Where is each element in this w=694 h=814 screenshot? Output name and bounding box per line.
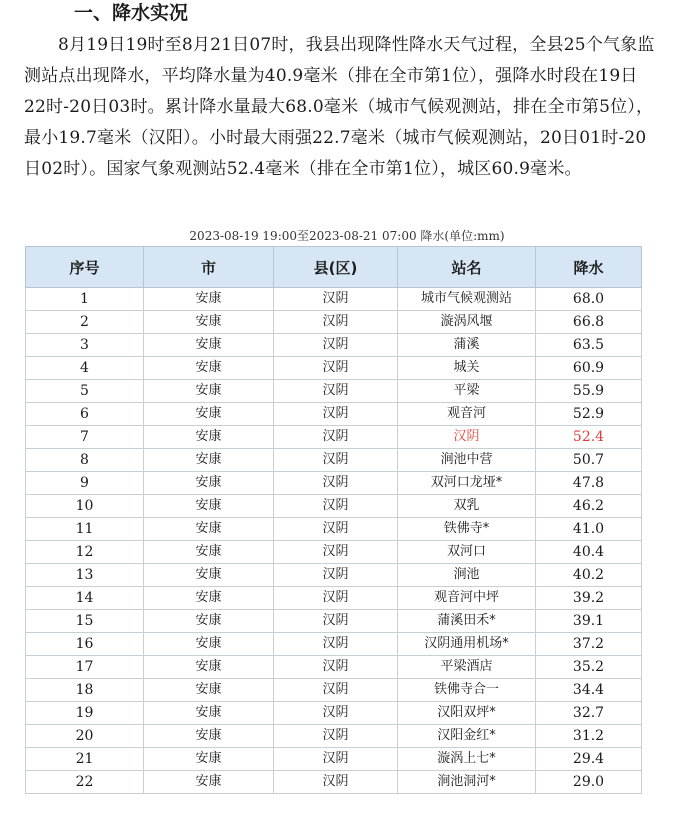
county-cell: 汉阴 [274,656,398,679]
table-row [26,725,642,748]
county-cell: 汉阴 [274,748,398,771]
row-number: 4 [26,357,144,380]
city-cell: 安康 [144,334,274,357]
county-cell: 汉阴 [274,518,398,541]
row-number: 18 [26,679,144,702]
row-number: 17 [26,656,144,679]
table-row [26,518,642,541]
station-name-cell: 蒲溪田禾* [398,610,536,633]
row-number: 2 [26,311,144,334]
station-name-cell: 平梁酒店 [398,656,536,679]
precip-value-cell: 52.4 [536,426,642,449]
station-name-cell: 涧池 [398,564,536,587]
city-cell: 安康 [144,656,274,679]
section-heading: 一、降水实况 [74,2,189,24]
row-number: 5 [26,380,144,403]
station-name-cell: 双河口 [398,541,536,564]
station-name-cell: 蒲溪 [398,334,536,357]
table-row [26,610,642,633]
station-name-cell: 汉阴 [398,426,536,449]
precip-value-cell: 47.8 [536,472,642,495]
row-number: 16 [26,633,144,656]
county-cell: 汉阴 [274,403,398,426]
county-cell: 汉阴 [274,564,398,587]
table-row [26,633,642,656]
station-name-cell: 汉阳金红* [398,725,536,748]
county-cell: 汉阴 [274,495,398,518]
table-row [26,679,642,702]
city-cell: 安康 [144,403,274,426]
table-row [26,702,642,725]
row-number: 12 [26,541,144,564]
county-cell: 汉阴 [274,679,398,702]
county-cell: 汉阴 [274,633,398,656]
row-number: 7 [26,426,144,449]
station-name-cell: 平梁 [398,380,536,403]
table-row [26,541,642,564]
city-cell: 安康 [144,679,274,702]
city-cell: 安康 [144,541,274,564]
row-number: 14 [26,587,144,610]
city-cell: 安康 [144,380,274,403]
station-name-cell: 观音河中坪 [398,587,536,610]
table-row [26,426,642,449]
county-cell: 汉阴 [274,357,398,380]
table-row [26,656,642,679]
station-name-cell: 漩涡上七* [398,748,536,771]
county-cell: 汉阴 [274,288,398,311]
station-name-cell: 涧池中营 [398,449,536,472]
city-cell: 安康 [144,610,274,633]
station-name-cell: 涧池洞河* [398,771,536,794]
city-cell: 安康 [144,495,274,518]
table-row [26,771,642,794]
table-row [26,564,642,587]
precip-value-cell: 34.4 [536,679,642,702]
city-cell: 安康 [144,357,274,380]
table-row [26,334,642,357]
city-cell: 安康 [144,518,274,541]
station-name-cell: 汉阳双坪* [398,702,536,725]
row-number: 22 [26,771,144,794]
precip-value-cell: 35.2 [536,656,642,679]
header-station: 站名 [398,247,536,288]
row-number: 6 [26,403,144,426]
row-number: 10 [26,495,144,518]
row-number: 21 [26,748,144,771]
precip-value-cell: 32.7 [536,702,642,725]
table-header-row [26,247,642,288]
table-row [26,288,642,311]
row-number: 11 [26,518,144,541]
row-number: 8 [26,449,144,472]
city-cell: 安康 [144,702,274,725]
county-cell: 汉阴 [274,380,398,403]
row-number: 13 [26,564,144,587]
table-row [26,587,642,610]
table-row [26,748,642,771]
precip-value-cell: 41.0 [536,518,642,541]
city-cell: 安康 [144,449,274,472]
precip-value-cell: 39.2 [536,587,642,610]
station-name-cell: 双河口龙垭* [398,472,536,495]
precip-value-cell: 50.7 [536,449,642,472]
station-name-cell: 铁佛寺合一 [398,679,536,702]
station-name-cell: 城关 [398,357,536,380]
precip-value-cell: 39.1 [536,610,642,633]
header-city: 市 [144,247,274,288]
row-number: 1 [26,288,144,311]
city-cell: 安康 [144,288,274,311]
precip-value-cell: 37.2 [536,633,642,656]
precip-value-cell: 31.2 [536,725,642,748]
precip-value-cell: 40.2 [536,564,642,587]
precip-value-cell: 46.2 [536,495,642,518]
table-body [26,288,642,794]
table-row [26,449,642,472]
city-cell: 安康 [144,771,274,794]
city-cell: 安康 [144,426,274,449]
precip-value-cell: 29.4 [536,748,642,771]
row-number: 3 [26,334,144,357]
table-caption: 2023-08-19 19:00至2023-08-21 07:00 降水(单位:mm) [189,229,505,243]
table-row [26,380,642,403]
county-cell: 汉阴 [274,311,398,334]
city-cell: 安康 [144,725,274,748]
precip-value-cell: 40.4 [536,541,642,564]
county-cell: 汉阴 [274,334,398,357]
precip-value-cell: 63.5 [536,334,642,357]
county-cell: 汉阴 [274,426,398,449]
city-cell: 安康 [144,564,274,587]
county-cell: 汉阴 [274,449,398,472]
row-number: 19 [26,702,144,725]
county-cell: 汉阴 [274,541,398,564]
precip-value-cell: 60.9 [536,357,642,380]
county-cell: 汉阴 [274,702,398,725]
precip-value-cell: 68.0 [536,288,642,311]
county-cell: 汉阴 [274,725,398,748]
city-cell: 安康 [144,472,274,495]
precip-value-cell: 29.0 [536,771,642,794]
header-precip: 降水 [536,247,642,288]
station-name-cell: 汉阴通用机场* [398,633,536,656]
row-number: 9 [26,472,144,495]
summary-paragraph: 8月19日19时至8月21日07时，我县出现降性降水天气过程，全县25个气象监测站点出现降水，平均降水量为40.9毫米（排在全市第1位），强降水时段在19日22时-20日03时。累计降水量最大68.0毫米（城市气候观测站，排在全市第5位），最小19.7毫米（汉阳）。小时最大雨强22.7毫米（城市气候观测站，20日01时-20日02时）。国家气象观测站52.4毫米（排在全市第1位），城区60.9毫米。 [24,35,655,179]
station-name-cell: 城市气候观测站 [398,288,536,311]
header-county: 县(区) [274,247,398,288]
city-cell: 安康 [144,748,274,771]
table-row [26,403,642,426]
table-row [26,472,642,495]
table-row [26,357,642,380]
row-number: 20 [26,725,144,748]
county-cell: 汉阴 [274,587,398,610]
row-number: 15 [26,610,144,633]
precipitation-table [25,246,642,794]
precip-value-cell: 52.9 [536,403,642,426]
station-name-cell: 双乳 [398,495,536,518]
table-row [26,311,642,334]
precip-value-cell: 66.8 [536,311,642,334]
header-no: 序号 [26,247,144,288]
city-cell: 安康 [144,311,274,334]
county-cell: 汉阴 [274,610,398,633]
station-name-cell: 漩涡风堰 [398,311,536,334]
county-cell: 汉阴 [274,472,398,495]
county-cell: 汉阴 [274,771,398,794]
city-cell: 安康 [144,587,274,610]
table-row [26,495,642,518]
city-cell: 安康 [144,633,274,656]
station-name-cell: 铁佛寺* [398,518,536,541]
station-name-cell: 观音河 [398,403,536,426]
precip-value-cell: 55.9 [536,380,642,403]
